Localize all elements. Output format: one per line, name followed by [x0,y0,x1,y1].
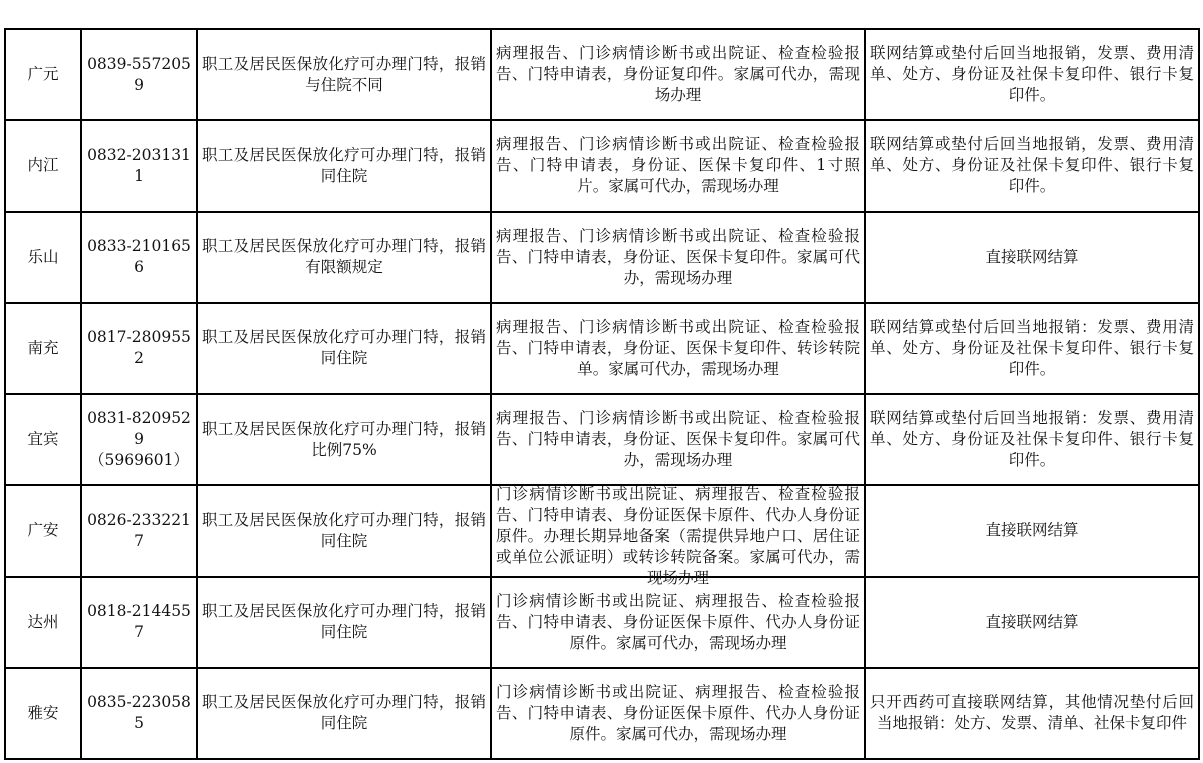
documents-cell: 门诊病情诊断书或出院证、病理报告、检查检验报告、门特申请表、身份证医保卡原件、代办人身份证原件。家属可代办，需现场办理 [491,668,865,759]
documents-cell [491,485,865,588]
settlement-cell: 联网结算或垫付后回当地报销，发票、费用清单、处方、身份证及社保卡复印件、银行卡复印件。 [865,120,1199,211]
table-row [5,212,1199,303]
policy-table-body [5,29,1199,759]
settlement-cell: 联网结算或垫付后回当地报销：发票、费用清单、处方、身份证及社保卡复印件、银行卡复印件。 [865,303,1199,394]
table-row [5,668,1199,759]
documents-cell: 病理报告、门诊病情诊断书或出院证、检查检验报告、门特申请表，身份证复印件。家属可代办，需现场办理 [491,29,865,120]
city-cell: 雅安 [5,668,81,759]
policy-cell: 职工及居民医保放化疗可办理门特，报销同住院 [197,668,491,759]
phone-number: 0832-2031311 [87,145,191,185]
phone-number: 0833-2101656 [87,237,191,277]
settlement-cell: 联网结算或垫付后回当地报销：发票、费用清单、处方、身份证及社保卡复印件、银行卡复印件。 [865,394,1199,485]
phone-cell [81,120,197,211]
settlement-cell: 只开西药可直接联网结算，其他情况垫付后回当地报销：处方、发票、清单、社保卡复印件 [865,668,1199,759]
phone-number: 0835-2230585 [87,693,191,733]
settlement-cell: 直接联网结算 [865,212,1199,303]
phone-cell [81,577,197,668]
table-row [5,303,1199,394]
table-row [5,29,1199,120]
policy-cell: 职工及居民医保放化疗可办理门特，报销同住院 [197,577,491,668]
table-row [5,394,1199,485]
settlement-cell: 直接联网结算 [865,577,1199,668]
phone-number: 0839-5572059 [87,54,191,94]
phone-note: （5969601） [88,451,190,470]
phone-number: 0831-8209529 [87,409,191,449]
phone-number: 0817-2809552 [87,328,191,368]
phone-number: 0826-2332217 [87,510,191,550]
city-cell: 内江 [5,120,81,211]
policy-cell: 职工及居民医保放化疗可办理门特，报销与住院不同 [197,29,491,120]
policy-cell: 职工及居民医保放化疗可办理门特，报销同住院 [197,485,491,576]
table-row [5,577,1199,668]
phone-cell [81,668,197,759]
policy-cell: 职工及居民医保放化疗可办理门特，报销同住院 [197,303,491,394]
city-cell: 宜宾 [5,394,81,485]
phone-cell [81,212,197,303]
documents-cell: 病理报告、门诊病情诊断书或出院证、检查检验报告、门特申请表，身份证、医保卡复印件、转诊转院单。家属可代办，需现场办理 [491,303,865,394]
phone-cell [81,303,197,394]
table-row [5,485,1199,576]
phone-cell [81,394,197,485]
phone-cell [81,485,197,576]
city-cell: 达州 [5,577,81,668]
policy-table [4,28,1200,760]
table-row [5,120,1199,211]
settlement-cell: 联网结算或垫付后回当地报销，发票、费用清单、处方、身份证及社保卡复印件、银行卡复印件。 [865,29,1199,120]
city-cell: 南充 [5,303,81,394]
city-cell: 广元 [5,29,81,120]
documents-cell: 病理报告、门诊病情诊断书或出院证、检查检验报告、门特申请表，身份证、医保卡复印件、1寸照片。家属可代办，需现场办理 [491,120,865,211]
policy-cell: 职工及居民医保放化疗可办理门特，报销比例75% [197,394,491,485]
documents-cell: 门诊病情诊断书或出院证、病理报告、检查检验报告、门特申请表、身份证医保卡原件、代办人身份证原件。家属可代办，需现场办理 [491,577,865,668]
city-cell: 乐山 [5,212,81,303]
phone-cell [81,29,197,120]
settlement-cell: 直接联网结算 [865,485,1199,576]
policy-cell: 职工及居民医保放化疗可办理门特，报销同住院 [197,120,491,211]
documents-cell: 病理报告、门诊病情诊断书或出院证、检查检验报告、门特申请表，身份证、医保卡复印件。家属可代办，需现场办理 [491,394,865,485]
documents-cell: 病理报告、门诊病情诊断书或出院证、检查检验报告、门特申请表，身份证、医保卡复印件。家属可代办，需现场办理 [491,212,865,303]
documents-text: 门诊病情诊断书或出院证、病理报告、检查检验报告、门特申请表、身份证医保卡原件、代办人身份证原件。办理长期异地备案（需提供异地户口、居住证或单位公派证明）或转诊转院备案。家属可代办，需现场办理 [496,485,860,588]
phone-number: 0818-2144557 [87,602,191,642]
policy-cell: 职工及居民医保放化疗可办理门特，报销有限额规定 [197,212,491,303]
city-cell: 广安 [5,485,81,576]
